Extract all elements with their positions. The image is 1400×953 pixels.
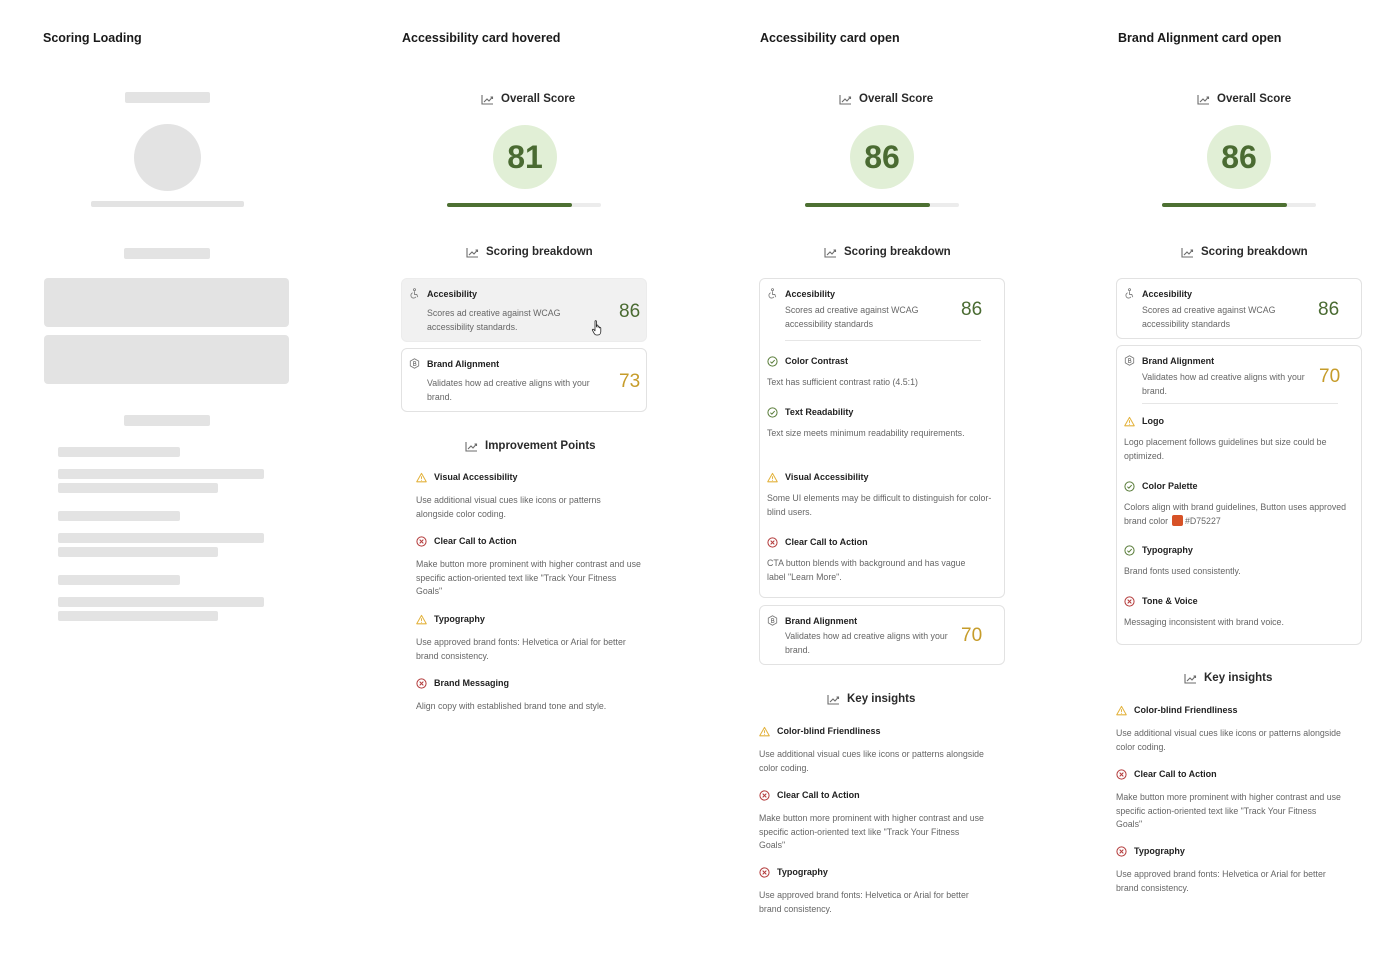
accessibility-icon bbox=[1124, 288, 1135, 299]
card-description: Scores ad creative against WCAG accessibility standards bbox=[1142, 305, 1276, 329]
skeleton-card bbox=[44, 335, 289, 384]
skeleton-line bbox=[58, 597, 264, 607]
breakdown-label: Scoring breakdown bbox=[844, 246, 951, 258]
overall-score-circle: 86 bbox=[850, 125, 914, 189]
warning-icon bbox=[759, 726, 770, 737]
column-title: Brand Alignment card open bbox=[1118, 31, 1282, 45]
accessibility-card-expanded[interactable] bbox=[759, 278, 1005, 598]
key-insights-label: Key insights bbox=[847, 693, 916, 705]
card-score: 86 bbox=[1318, 299, 1340, 320]
overall-score-label: Overall Score bbox=[501, 93, 576, 105]
error-icon bbox=[416, 536, 427, 547]
brand-alignment-card[interactable] bbox=[401, 348, 647, 412]
card-score: 86 bbox=[619, 301, 641, 322]
accessibility-card[interactable] bbox=[1116, 278, 1362, 339]
detail-description: Text has sufficient contrast ratio (4.5:1) bbox=[767, 377, 918, 387]
overall-score-header bbox=[1197, 93, 1291, 105]
column-title: Scoring Loading bbox=[43, 31, 142, 45]
key-insights-label: Key insights bbox=[1204, 672, 1273, 684]
brand-color-swatch bbox=[1172, 515, 1183, 526]
detail-title: Clear Call to Action bbox=[785, 537, 868, 547]
point-description: Align copy with established brand tone and style. bbox=[416, 701, 607, 711]
point-title: Clear Call to Action bbox=[434, 536, 517, 546]
point-title: Visual Accessibility bbox=[434, 472, 518, 482]
card-score: 73 bbox=[619, 371, 641, 392]
warning-icon bbox=[416, 614, 427, 625]
insight-description: Use additional visual cues like icons or patterns alongside color coding. bbox=[759, 749, 984, 773]
card-title: Brand Alignment bbox=[427, 359, 500, 369]
detail-description: Text size meets minimum readability requirements. bbox=[767, 428, 965, 438]
detail-title: Tone & Voice bbox=[1142, 596, 1198, 606]
card-title: Accesibility bbox=[785, 289, 836, 299]
insight-title: Color-blind Friendliness bbox=[1134, 705, 1238, 715]
insight-title: Color-blind Friendliness bbox=[777, 726, 881, 736]
breakdown-label: Scoring breakdown bbox=[1201, 246, 1308, 258]
accessibility-icon bbox=[409, 288, 420, 299]
card-description: Scores ad creative against WCAG accessibility standards. bbox=[427, 308, 561, 332]
overall-score-circle: 86 bbox=[1207, 125, 1271, 189]
error-icon bbox=[1124, 596, 1135, 607]
card-description: Validates how ad creative aligns with your brand. bbox=[1142, 372, 1305, 396]
trend-chart-icon bbox=[827, 694, 840, 705]
warning-icon bbox=[1124, 416, 1135, 427]
card-score: 70 bbox=[961, 625, 983, 646]
skeleton-line bbox=[58, 547, 218, 557]
success-check-icon bbox=[767, 407, 778, 418]
insight-description: Make button more prominent with higher contrast and use specific action-oriented text like "Track Your Fitness Goals" bbox=[1116, 792, 1341, 829]
card-title: Brand Alignment bbox=[1142, 356, 1215, 366]
breakdown-header bbox=[466, 246, 593, 258]
detail-description bbox=[1124, 501, 1349, 528]
card-title: Accesibility bbox=[427, 289, 478, 299]
success-check-icon bbox=[1124, 545, 1135, 556]
breakdown-header bbox=[1181, 246, 1308, 258]
brand-icon bbox=[767, 615, 778, 626]
overall-score-progress bbox=[447, 203, 601, 207]
card-description: Validates how ad creative aligns with your brand. bbox=[427, 378, 590, 402]
overall-score-label: Overall Score bbox=[859, 93, 934, 105]
success-check-icon bbox=[767, 356, 778, 367]
brand-alignment-card-expanded[interactable] bbox=[1116, 345, 1362, 645]
point-title: Brand Messaging bbox=[434, 678, 510, 688]
hand-cursor-icon bbox=[591, 320, 604, 336]
detail-title: Color Contrast bbox=[785, 356, 848, 366]
column-title: Accessibility card open bbox=[760, 31, 900, 45]
success-check-icon bbox=[1124, 481, 1135, 492]
improvement-points-header bbox=[465, 440, 596, 452]
trend-chart-icon bbox=[465, 441, 478, 452]
insight-title: Clear Call to Action bbox=[1134, 769, 1217, 779]
accessibility-icon bbox=[767, 288, 778, 299]
skeleton-line bbox=[58, 469, 264, 479]
brand-icon bbox=[1124, 355, 1135, 366]
improvement-points-label: Improvement Points bbox=[485, 440, 596, 452]
error-icon bbox=[767, 537, 778, 548]
divider bbox=[1142, 403, 1338, 404]
detail-title: Typography bbox=[1142, 545, 1193, 555]
point-description: Use approved brand fonts: Helvetica or Arial for better brand consistency. bbox=[416, 637, 626, 661]
detail-title: Color Palette bbox=[1142, 481, 1198, 491]
skeleton-card bbox=[44, 278, 289, 327]
insight-title: Typography bbox=[1134, 846, 1185, 856]
skeleton-progress-bar bbox=[91, 201, 244, 207]
overall-score-progress bbox=[805, 203, 959, 207]
card-description: Scores ad creative against WCAG accessibility standards bbox=[785, 305, 919, 329]
column-accessibility-hovered bbox=[358, 0, 688, 953]
error-icon bbox=[1116, 846, 1127, 857]
skeleton-line bbox=[125, 92, 210, 103]
divider bbox=[785, 340, 981, 341]
key-insights-header bbox=[827, 693, 915, 705]
key-insights-header bbox=[1184, 672, 1272, 684]
skeleton-line bbox=[58, 575, 180, 585]
insight-description: Use additional visual cues like icons or patterns alongside color coding. bbox=[1116, 728, 1341, 752]
error-icon bbox=[759, 790, 770, 801]
skeleton-line bbox=[58, 447, 180, 457]
card-title: Accesibility bbox=[1142, 289, 1193, 299]
trend-chart-icon bbox=[1184, 673, 1197, 684]
brand-color-hex: #D75227 bbox=[1185, 515, 1221, 526]
trend-chart-icon bbox=[1197, 94, 1210, 105]
detail-description: Logo placement follows guidelines but size could be optimized. bbox=[1124, 437, 1327, 461]
column-accessibility-open bbox=[716, 0, 1046, 953]
brand-icon bbox=[409, 358, 420, 369]
skeleton-line bbox=[58, 611, 218, 621]
point-title: Typography bbox=[434, 614, 485, 624]
warning-icon bbox=[416, 472, 427, 483]
card-description: Validates how ad creative aligns with your brand. bbox=[785, 631, 948, 655]
insight-title: Clear Call to Action bbox=[777, 790, 860, 800]
warning-icon bbox=[767, 472, 778, 483]
skeleton-line bbox=[58, 511, 180, 521]
detail-description: Some UI elements may be difficult to distinguish for color-blind users. bbox=[767, 493, 992, 517]
insight-description: Make button more prominent with higher contrast and use specific action-oriented text like "Track Your Fitness Goals" bbox=[759, 813, 984, 850]
error-icon bbox=[759, 867, 770, 878]
insight-title: Typography bbox=[777, 867, 828, 877]
skeleton-line bbox=[58, 533, 264, 543]
trend-chart-icon bbox=[1181, 247, 1194, 258]
trend-chart-icon bbox=[839, 94, 852, 105]
insight-description: Use approved brand fonts: Helvetica or Arial for better brand consistency. bbox=[1116, 869, 1326, 893]
error-icon bbox=[416, 678, 427, 689]
breakdown-label: Scoring breakdown bbox=[486, 246, 593, 258]
progress-fill bbox=[805, 203, 930, 207]
progress-fill bbox=[1162, 203, 1287, 207]
warning-icon bbox=[1116, 705, 1127, 716]
overall-score-header bbox=[839, 93, 933, 105]
detail-description: CTA button blends with background and has vague label "Learn More". bbox=[767, 558, 966, 582]
skeleton-line bbox=[124, 415, 210, 426]
overall-score-progress bbox=[1162, 203, 1316, 207]
brand-alignment-card[interactable] bbox=[759, 605, 1005, 665]
point-description: Use additional visual cues like icons or patterns alongside color coding. bbox=[416, 495, 601, 519]
accessibility-card[interactable] bbox=[401, 278, 647, 342]
insight-description: Use approved brand fonts: Helvetica or Arial for better brand consistency. bbox=[759, 890, 969, 914]
detail-title: Visual Accessibility bbox=[785, 472, 869, 482]
overall-score-label: Overall Score bbox=[1217, 93, 1292, 105]
card-score: 70 bbox=[1319, 366, 1341, 387]
skeleton-score-circle bbox=[134, 124, 201, 191]
column-title: Accessibility card hovered bbox=[402, 31, 561, 45]
trend-chart-icon bbox=[824, 247, 837, 258]
overall-score-header bbox=[481, 93, 575, 105]
skeleton-line bbox=[58, 483, 218, 493]
detail-title: Text Readability bbox=[785, 407, 854, 417]
progress-fill bbox=[447, 203, 572, 207]
point-description: Make button more prominent with higher contrast and use specific action-oriented text like "Track Your Fitness Goals" bbox=[416, 559, 641, 596]
detail-description: Brand fonts used consistently. bbox=[1124, 566, 1241, 576]
detail-title: Logo bbox=[1142, 416, 1164, 426]
card-score: 86 bbox=[961, 299, 983, 320]
trend-chart-icon bbox=[481, 94, 494, 105]
card-title: Brand Alignment bbox=[785, 616, 858, 626]
error-icon bbox=[1116, 769, 1127, 780]
breakdown-header bbox=[824, 246, 951, 258]
column-scoring-loading bbox=[0, 0, 330, 953]
column-brand-alignment-open bbox=[1074, 0, 1400, 953]
detail-description-text: Colors align with brand guidelines, Button uses approved brand color bbox=[1124, 502, 1347, 526]
overall-score-circle: 81 bbox=[493, 125, 557, 189]
skeleton-line bbox=[124, 248, 210, 259]
trend-chart-icon bbox=[466, 247, 479, 258]
detail-description: Messaging inconsistent with brand voice. bbox=[1124, 617, 1284, 627]
